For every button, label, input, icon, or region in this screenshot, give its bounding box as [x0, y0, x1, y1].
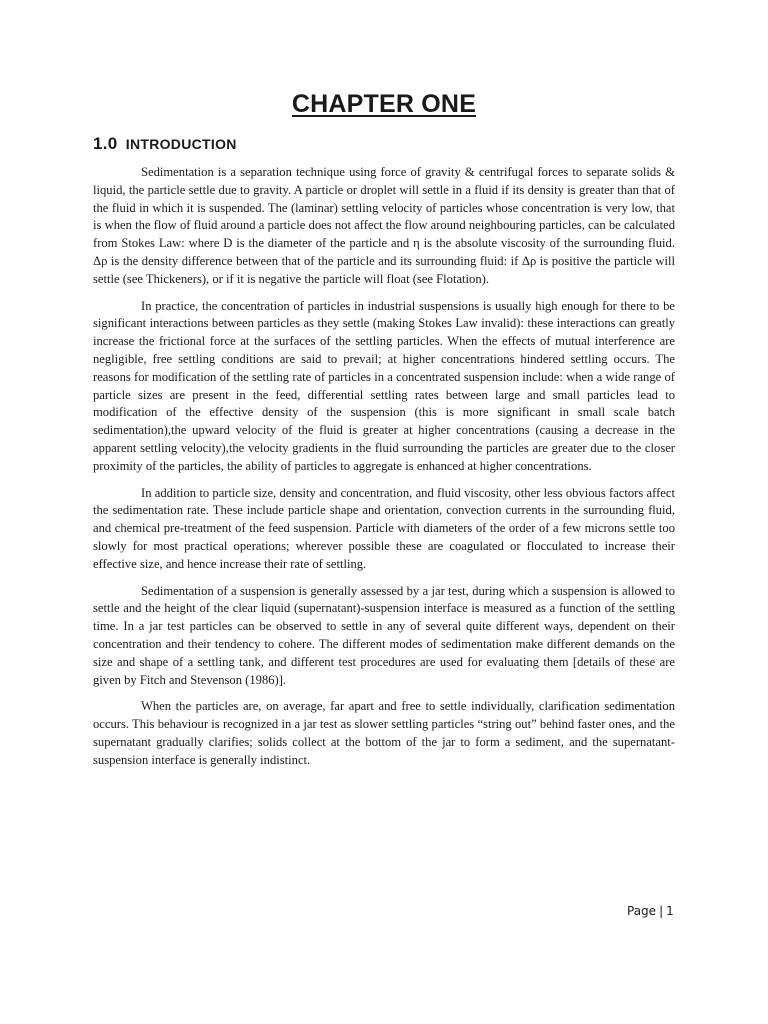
paragraph: When the particles are, on average, far apart and free to settle individually, clarification sedimentation occurs. This behaviour is recognized in a jar test as slower settling particles “string out” behind faster ones, and the supernatant gradually clarifies; solids collect at the bottom of the jar to form a sediment, and the supernatant-suspension interface is generally indistinct.: [93, 699, 675, 767]
page-separator: |: [659, 904, 664, 918]
paragraph: In practice, the concentration of particles in industrial suspensions is usually high enough for there to be significant interactions between particles as they settle (making Stokes Law invalid): these interactions can greatly increase the frictional force at the surfaces of the settling particles. When the effects of mutual interference are negligible, free settling conditions are said to prevail; at higher concentrations hindered settling occurs. The reasons for modification of the settling rate of particles in a concentrated suspension include: when a wide range of particle sizes are present in the feed, differential settling rates between large and small particles lead to modification of the effective density of the suspension (this is more significant in small scale batch sedimentation),the upward velocity of the fluid is greater at higher concentrations (causing a decrease in the apparent settling velocity),the velocity gradients in the fluid surrounding the particles are greater due to the closer proximity of the particles, the ability of particles to aggregate is enhanced at higher concentrations.: [93, 298, 675, 473]
section-heading: [93, 134, 237, 154]
section-number: 1.0: [93, 134, 118, 153]
page-label: Page: [627, 904, 657, 918]
body-text: [93, 164, 675, 779]
section-title: INTRODUCTION: [125, 136, 237, 152]
paragraph: Sedimentation is a separation technique using force of gravity & centrifugal forces to separate solids & liquid, the particle settle due to gravity. A particle or droplet will settle in a fluid if its density is greater than that of the fluid in which it is suspended. The (laminar) settling velocity of particles whose concentration is very low, that is when the flow of fluid around a particle does not affect the flow around neighbouring particles, can be calculated from Stokes Law: where D is the diameter of the particle and η is the absolute viscosity of the surrounding fluid. Δρ is the density difference between that of the particle and its surrounding fluid: if Δρ is positive the particle will settle (see Thickeners), or if it is negative the particle will float (see Flotation).: [93, 165, 675, 286]
chapter-title: CHAPTER ONE: [291, 90, 477, 118]
paragraph: In addition to particle size, density and concentration, and fluid viscosity, other less obvious factors affect the sedimentation rate. These include particle shape and orientation, convection currents in the surrounding fluid, and chemical pre-treatment of the feed suspension. Particle with diameters of the order of a few microns settle too slowly for most practical operations; wherever possible these are coagulated or flocculated to increase their effective size, and hence increase their rate of settling.: [93, 485, 675, 571]
paragraph: Sedimentation of a suspension is generally assessed by a jar test, during which a suspension is allowed to settle and the height of the clear liquid (supernatant)-suspension interface is measured as a function of the settling time. In a jar test particles can be observed to settle in any of several quite different ways, dependent on their concentration and their tendency to cohere. The different modes of sedimentation make different demands on the size and shape of a settling tank, and different test procedures are used for evaluating them [details of these are given by Fitch and Stevenson (1986)].: [93, 583, 675, 687]
page-number: 1: [666, 904, 674, 918]
page-footer: [627, 904, 674, 918]
